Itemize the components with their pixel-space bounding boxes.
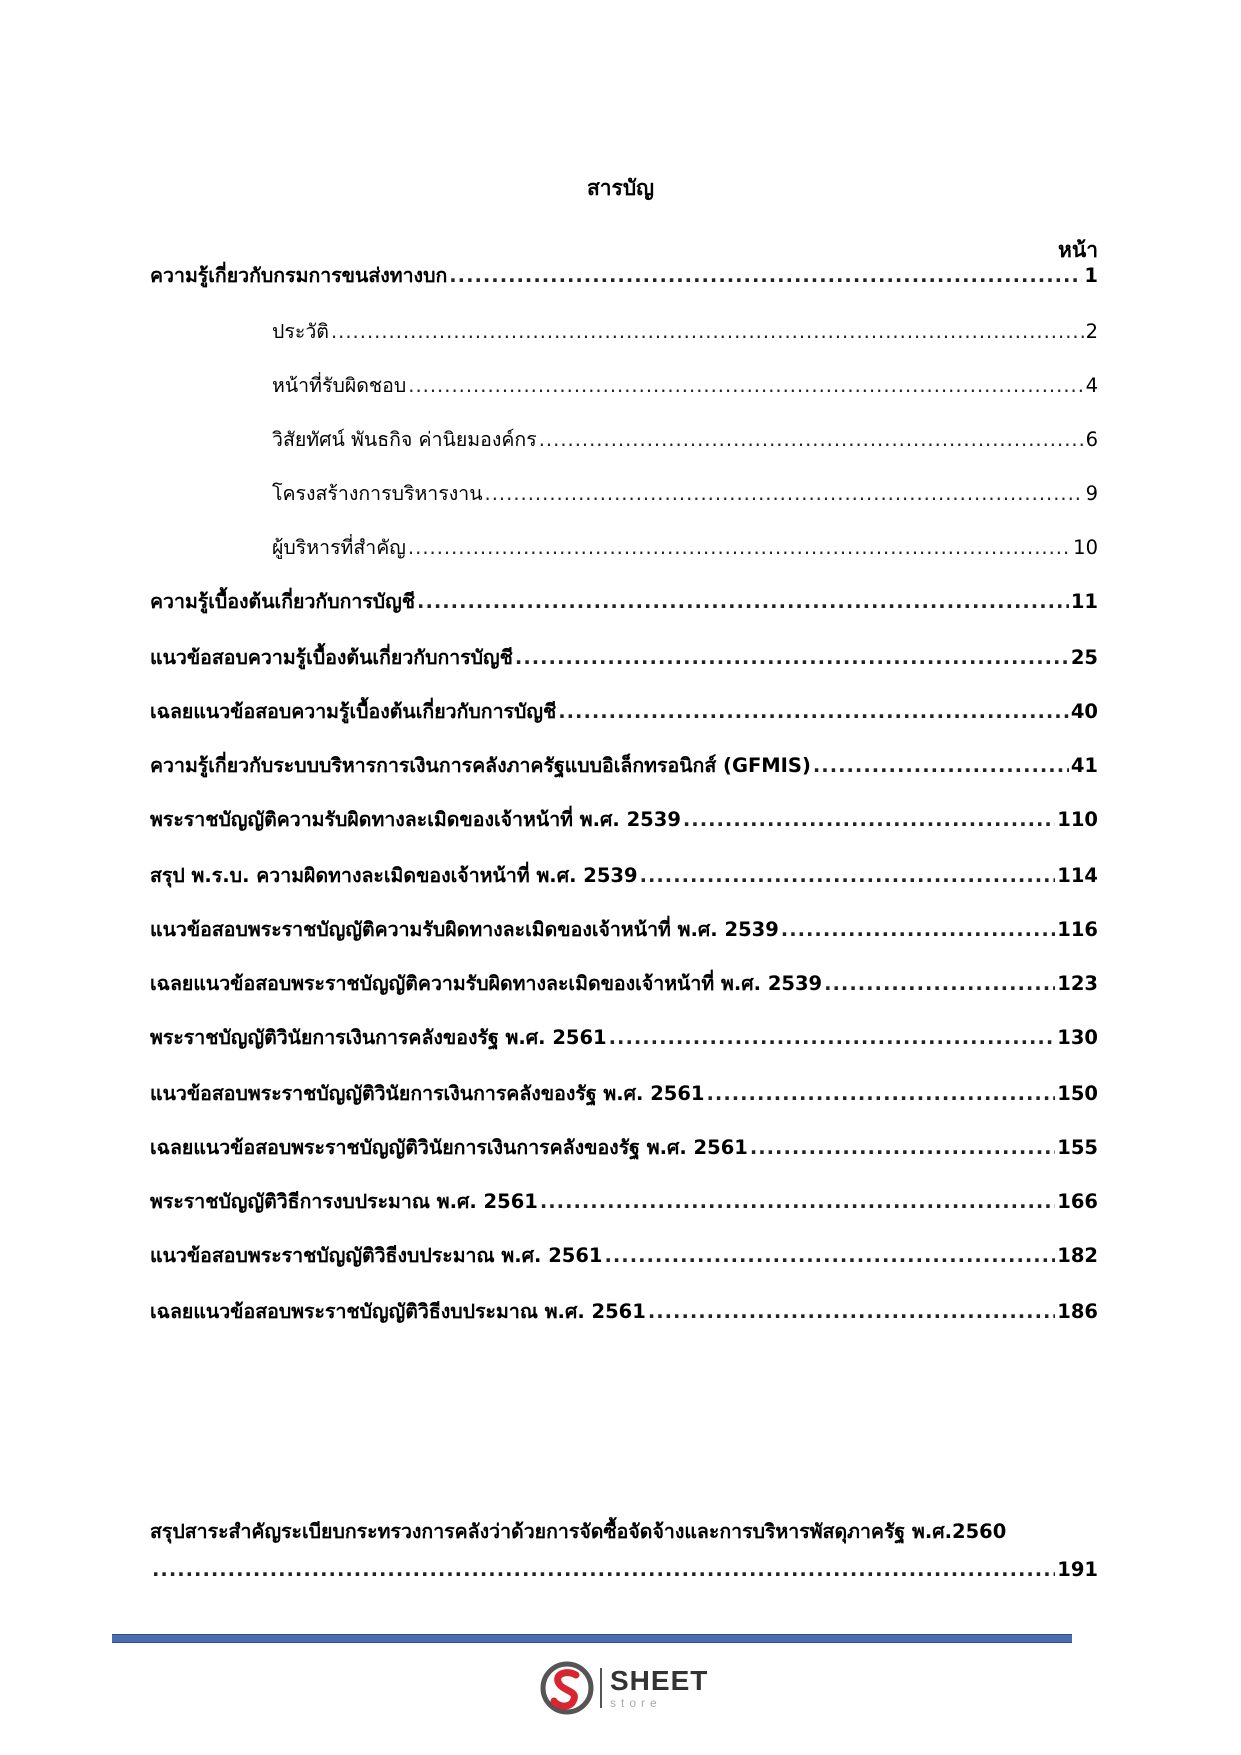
toc-entry-label: เฉลยแนวข้อสอบพระราชบัญญัติวินัยการเงินการคลังของรัฐ พ.ศ. 2561 (150, 1136, 748, 1159)
toc-entry[interactable] (150, 696, 1098, 726)
toc-entry-page: 4 (1085, 374, 1098, 397)
toc-entry-label: แนวข้อสอบพระราชบัญญัติวินัยการเงินการคลังของรัฐ พ.ศ. 2561 (150, 1082, 705, 1105)
toc-entry[interactable] (150, 860, 1098, 890)
dot-leader (408, 374, 1083, 397)
dot-leader (683, 808, 1055, 831)
toc-entry[interactable] (272, 370, 1098, 400)
dot-leader (515, 646, 1069, 669)
page-column-header: หน้า (1058, 238, 1098, 262)
dot-leader (539, 428, 1084, 451)
toc-entry[interactable] (150, 914, 1098, 944)
dot-leader (331, 320, 1084, 343)
toc-entry[interactable] (150, 260, 1098, 290)
toc-entry-label: แนวข้อสอบความรู้เบื้องต้นเกี่ยวกับการบัญชี (150, 646, 513, 669)
toc-entry-label: ความรู้เบื้องต้นเกี่ยวกับการบัญชี (150, 590, 416, 613)
toc-entry-page: 116 (1057, 918, 1098, 941)
toc-entry[interactable] (150, 1078, 1098, 1108)
toc-entry[interactable] (150, 750, 1098, 780)
toc-entry-page: 1 (1084, 264, 1098, 287)
toc-entry-label: หน้าที่รับผิดชอบ (272, 374, 407, 397)
toc-entry[interactable] (150, 968, 1098, 998)
dot-leader (707, 1082, 1056, 1105)
dot-leader (824, 972, 1055, 995)
toc-entry-last-label: สรุปสาระสำคัญระเบียบกระทรวงการคลังว่าด้วยการจัดซื้อจัดจ้างและการบริหารพัสดุภาครัฐ พ.ศ.2560 (150, 1520, 1007, 1543)
toc-entry-page: 182 (1057, 1244, 1098, 1267)
toc-entry-page: 11 (1070, 590, 1098, 613)
toc-entry-page: 41 (1070, 754, 1098, 777)
logo-separator (600, 1668, 602, 1708)
toc-entry[interactable] (150, 1022, 1098, 1052)
toc-entry-page: 9 (1085, 482, 1098, 505)
dot-leader (152, 1558, 1055, 1581)
toc-entry-label: แนวข้อสอบพระราชบัญญัติวิธีงบประมาณ พ.ศ. 2561 (150, 1244, 603, 1267)
toc-entry-page: 2 (1085, 320, 1098, 343)
toc-entry-page: 110 (1057, 808, 1098, 831)
dot-leader (640, 864, 1056, 887)
toc-entry-label: เฉลยแนวข้อสอบความรู้เบื้องต้นเกี่ยวกับการบัญชี (150, 700, 557, 723)
dot-leader (540, 1190, 1055, 1213)
toc-entry[interactable] (272, 478, 1098, 508)
toc-entry-label: เฉลยแนวข้อสอบพระราชบัญญัติความรับผิดทางละเมิดของเจ้าหน้าที่ พ.ศ. 2539 (150, 972, 823, 995)
toc-entry-page: 114 (1057, 864, 1098, 887)
toc-entry-label: พระราชบัญญัติวินัยการเงินการคลังของรัฐ พ.ศ. 2561 (150, 1026, 607, 1049)
toc-entry[interactable] (150, 1240, 1098, 1270)
toc-entry-page: 166 (1057, 1190, 1098, 1213)
toc-entry-page: 186 (1057, 1300, 1098, 1323)
toc-entry[interactable] (150, 642, 1098, 672)
toc-entry[interactable] (150, 804, 1098, 834)
page-title: สารบัญ (586, 176, 655, 200)
toc-entry-page: 155 (1057, 1136, 1098, 1159)
toc-entry-label: สรุป พ.ร.บ. ความผิดทางละเมิดของเจ้าหน้าที่ พ.ศ. 2539 (150, 864, 638, 887)
toc-entry-page: 130 (1057, 1026, 1098, 1049)
footer-divider (112, 1634, 1072, 1643)
toc-entry-page: 25 (1070, 646, 1098, 669)
toc-entry-label: พระราชบัญญัติวิธีการงบประมาณ พ.ศ. 2561 (150, 1190, 538, 1213)
dot-leader (813, 754, 1069, 777)
dot-leader (408, 536, 1071, 559)
toc-entry-label: ความรู้เกี่ยวกับระบบบริหารการเงินการคลังภาครัฐแบบอิเล็กทรอนิกส์ (GFMIS) (150, 754, 811, 777)
toc-entry[interactable] (150, 1132, 1098, 1162)
dot-leader (648, 1300, 1055, 1323)
toc-entry-last[interactable] (150, 1558, 1098, 1588)
toc-entry-label: พระราชบัญญัติความรับผิดทางละเมิดของเจ้าหน้าที่ พ.ศ. 2539 (150, 808, 681, 831)
toc-entry-label: ความรู้เกี่ยวกับกรมการขนส่งทางบก (150, 264, 448, 287)
dot-leader (609, 1026, 1056, 1049)
toc-entry[interactable] (272, 316, 1098, 346)
dot-leader (417, 590, 1069, 613)
toc-entry[interactable] (150, 586, 1098, 616)
dot-leader (558, 700, 1069, 723)
logo-text (610, 1667, 708, 1709)
toc-entry[interactable] (150, 1186, 1098, 1216)
toc-entry-label: วิสัยทัศน์ พันธกิจ ค่านิยมองค์กร (272, 428, 537, 451)
dot-leader (604, 1244, 1055, 1267)
toc-entry-page: 191 (1057, 1558, 1098, 1581)
toc-entry-page: 10 (1073, 536, 1098, 559)
dot-leader (485, 482, 1084, 505)
toc-entry[interactable] (272, 532, 1098, 562)
toc-entry-label: ประวัติ (272, 320, 329, 343)
sheet-logo-icon (540, 1661, 594, 1715)
toc-entry-page: 6 (1085, 428, 1098, 451)
toc-entry-label: แนวข้อสอบพระราชบัญญัติความรับผิดทางละเมิดของเจ้าหน้าที่ พ.ศ. 2539 (150, 918, 779, 941)
dot-leader (449, 264, 1082, 287)
toc-entry[interactable] (150, 1296, 1098, 1326)
dot-leader (750, 1136, 1055, 1159)
logo-word: SHEET (610, 1665, 709, 1696)
toc-entry-label: ผู้บริหารที่สำคัญ (272, 536, 406, 559)
toc-entry-page: 40 (1070, 700, 1098, 723)
toc-entry-label: โครงสร้างการบริหารงาน (272, 482, 483, 505)
logo-sub: store (610, 1696, 662, 1710)
toc-entry-page: 123 (1057, 972, 1098, 995)
toc-entry-page: 150 (1057, 1082, 1098, 1105)
toc-entry-label: เฉลยแนวข้อสอบพระราชบัญญัติวิธีงบประมาณ พ.ศ. 2561 (150, 1300, 646, 1323)
toc-entry[interactable] (272, 424, 1098, 454)
dot-leader (781, 918, 1056, 941)
sheet-store-logo (540, 1660, 708, 1716)
